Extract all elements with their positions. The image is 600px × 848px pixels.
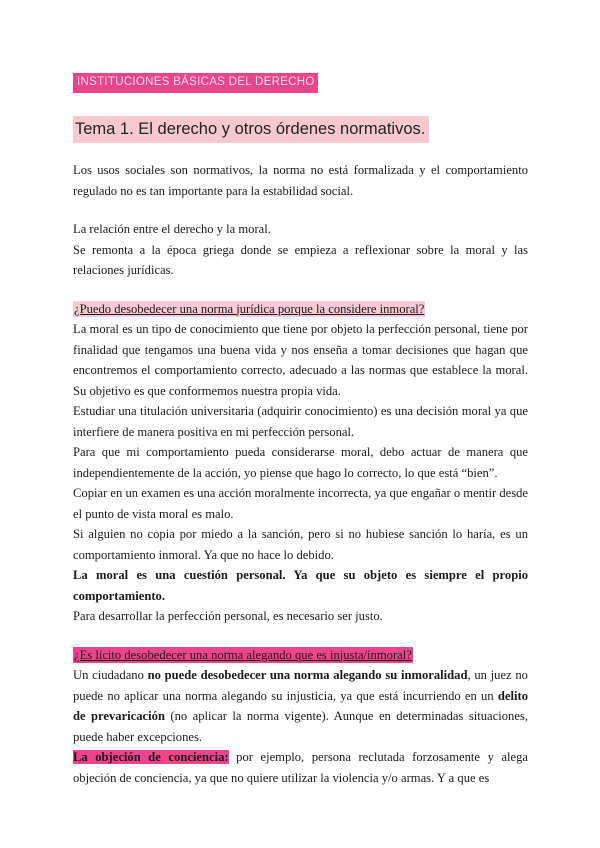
- paragraph-estudiar: Estudiar una titulación universitaria (adquirir conocimiento) es una decisión moral ya que interfiere de manera positiva en mi perfección personal.: [73, 404, 528, 439]
- bold-no-puede: no puede desobedecer una norma alegando su inmoralidad: [147, 668, 468, 682]
- question-1: ¿Puedo desobedecer una norma jurídica porque la considere inmoral?: [74, 301, 425, 316]
- paragraph-justo: Para desarrollar la perfección personal, es necesario ser justo.: [73, 609, 383, 623]
- paragraph-moral-personal: [73, 565, 528, 606]
- question-1-line: [73, 299, 528, 320]
- bold-statement: La moral es una cuestión personal. Ya que su objeto es siempre el propio comportamiento.: [73, 568, 528, 603]
- highlight-objecion: La objeción de conciencia:: [73, 750, 229, 764]
- heading-relacion: La relación entre el derecho y la moral.: [73, 222, 271, 236]
- paragraph-copiar: Copiar en un examen es una acción moralmente incorrecta, ya que engañar o mentir desde el punto de vista moral es malo.: [73, 486, 528, 521]
- paragraph-objecion: La objeción de conciencia: por ejemplo, persona reclutada forzosamente y alega objeción de conciencia, ya que no quiere utilizar la violencia y/o armas. Y a que es: [73, 750, 528, 785]
- paragraph-usos-sociales: Los usos sociales son normativos, la norma no está formalizada y el comportamiento regulado no es tan importante para la estabilidad social.: [73, 163, 528, 198]
- paragraph-moral-definition: La moral es un tipo de conocimiento que tiene por objeto la perfección personal, tiene por finalidad que tengamos una buena vida y nos enseña a tomar decisiones que hagan que encontremos el comportamiento correcto, adecuado a las normas que establece la moral. Su objetivo es que conformemos nuestra propia vida.: [73, 322, 528, 398]
- document-body: [73, 160, 528, 788]
- bold-delito: delito de prevaricación: [73, 688, 528, 723]
- course-title: INSTITUCIONES BÁSICAS DEL DERECHO: [73, 73, 318, 93]
- question-2-line: [73, 645, 528, 666]
- question-2: ¿Es lícito desobedecer una norma alegando que es injusta/inmoral?: [74, 647, 412, 662]
- paragraph-sancion: Si alguien no copia por miedo a la sanción, pero si no hubiese sanción lo haría, es un comportamiento inmoral. Ya que no hace lo debido.: [73, 527, 528, 562]
- paragraph-ciudadano: Un ciudadano no puede desobedecer una norma alegando su inmoralidad, un juez no puede no aplicar una norma alegando su injusticia, ya que está incurriendo en un delito de prevaricación (no aplicar la norma vigente). Aunque en determinadas situaciones, puede haber excepciones.: [73, 668, 528, 744]
- paragraph-relacion: Se remonta a la época griega donde se empieza a reflexionar sobre la moral y las relaciones jurídicas.: [73, 242, 528, 277]
- topic-title: Tema 1. El derecho y otros órdenes normativos.: [73, 116, 429, 143]
- paragraph-comportamiento: Para que mi comportamiento pueda considerarse moral, debo actuar de manera que independientemente de la acción, yo piense que hago lo correcto, lo que está “bien”.: [73, 445, 528, 480]
